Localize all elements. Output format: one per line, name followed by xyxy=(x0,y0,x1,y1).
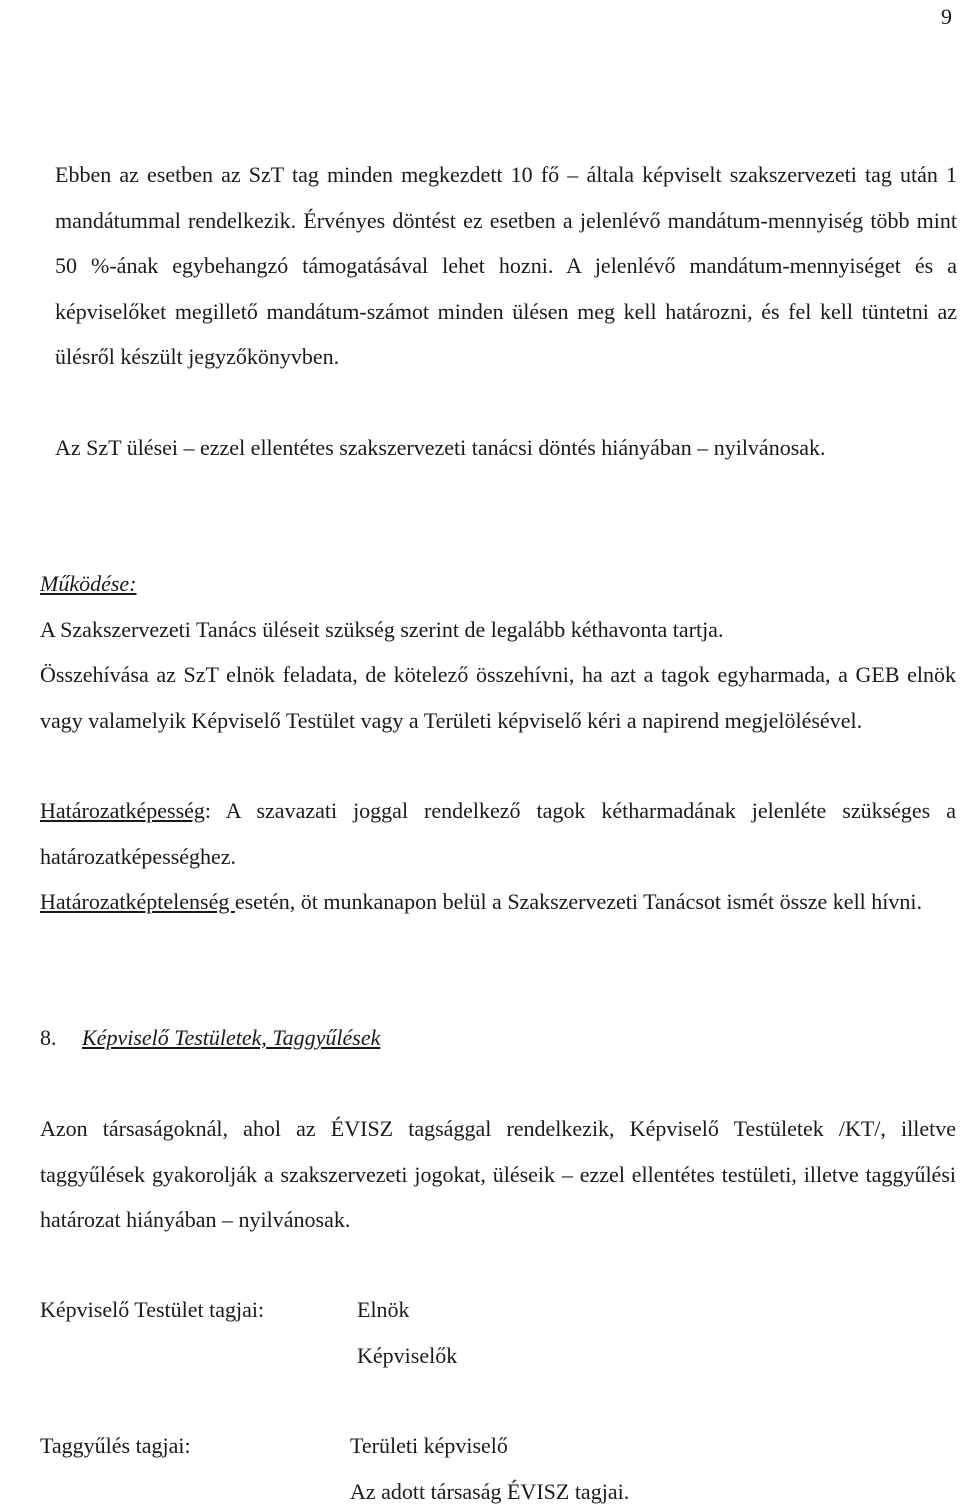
page-number: 9 xyxy=(941,4,952,29)
paragraph-no-quorum xyxy=(40,879,956,925)
paragraph-meeting-frequency: A Szakszervezeti Tanács üléseit szükség szerint de legalább kéthavonta tartja. xyxy=(40,617,724,642)
paragraph-representative-bodies: Azon társaságoknál, ahol az ÉVISZ tagsággal rendelkezik, Képviselő Testületek /KT/, illetve taggyűlések gyakorolják a szakszervezeti jogokat, üléseik – ezzel ellentétes testületi, illetve taggyűlési határozat hiányában – nyilvánosak. xyxy=(40,1116,956,1232)
section-number: 8. xyxy=(40,1025,57,1050)
kt-member-item: Képviselők xyxy=(357,1343,458,1368)
kt-members-label: Képviselő Testület tagjai: xyxy=(40,1297,265,1322)
operation-heading: Működése: xyxy=(40,571,137,596)
section-heading xyxy=(40,1020,380,1056)
paragraph-mandate-rules: Ebben az esetben az SzT tag minden megkezdett 10 fő – általa képviselt szakszervezeti tag után 1 mandátummal rendelkezik. Érvényes döntést ez esetben a jelenlévő mandátum-mennyiség több mint 50 %-ának egybehangzó támogatásával lehet hozni. A jelenlévő mandátum-mennyiséget és a képviselőket megillető mandátum-számot minden ülésen meg kell határozni, és fel kell tüntetni az ülésről készült jegyzőkönyvben. xyxy=(55,162,957,369)
tgy-member-item: Területi képviselő xyxy=(350,1433,508,1458)
quorum-label: Határozatképesség xyxy=(40,798,205,823)
no-quorum-label: Határozatképtelenség xyxy=(40,889,235,914)
paragraph-publicity: Az SzT ülései – ezzel ellentétes szakszervezeti tanácsi döntés hiányában – nyilvánosak. xyxy=(55,435,826,460)
kt-member-item: Elnök xyxy=(357,1297,410,1322)
quorum-text: : A szavazati joggal rendelkező tagok kétharmadának jelenléte szükséges a határozatképességhez. xyxy=(40,798,956,869)
no-quorum-text: esetén, öt munkanapon belül a Szakszervezeti Tanácsot ismét össze kell hívni. xyxy=(234,889,923,914)
section-title: Képviselő Testületek, Taggyűlések xyxy=(82,1025,381,1050)
tgy-members-label: Taggyűlés tagjai: xyxy=(40,1433,191,1458)
paragraph-quorum xyxy=(40,788,956,879)
paragraph-convening: Összehívása az SzT elnök feladata, de kötelező összehívni, ha azt a tagok egyharmada, a GEB elnök vagy valamelyik Képviselő Testület vagy a Területi képviselő kéri a napirend megjelölésével. xyxy=(40,662,956,733)
tgy-member-item: Az adott társaság ÉVISZ tagjai. xyxy=(350,1479,630,1504)
